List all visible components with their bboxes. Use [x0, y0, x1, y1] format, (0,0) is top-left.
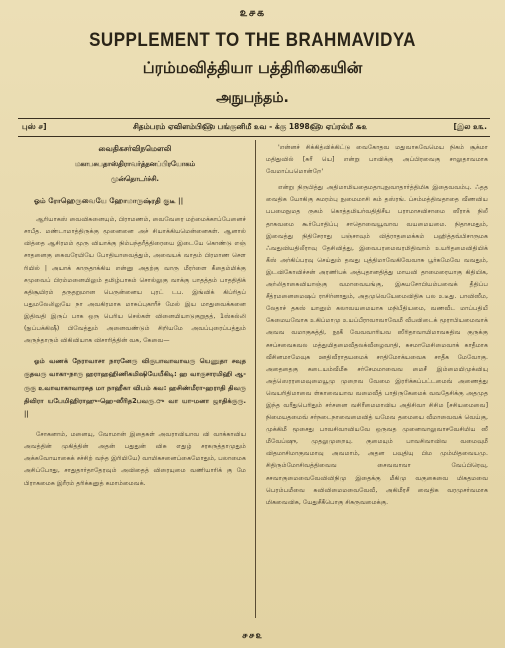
continuation-note: முன்தொடர்ச்சி. — [110, 174, 160, 183]
right-column — [266, 142, 488, 628]
left-column — [24, 142, 246, 628]
quote-intro: 'என்னச் சிக்கித்விக்கிட்டு வைகோதவ மதுவாகவேமெய நிகம் சூக்மா மதிதுவில் [சுரீ யெ] என்று பாவிக்கு அப்பிரவைகு சாலுதாவமாக வேமாப்பமொன்றே' — [266, 144, 488, 176]
column-divider — [255, 140, 256, 618]
page-number-top: ௨௪௧ — [239, 6, 266, 19]
left-paragraph-2: சோகனாம், மனையு, வோமான் இதைகள் அவராவியாவ வி வாக்காவிய அவத்தின் முகித்தின் அதன் பதுதுன் விசு எதுழ் சரகருத்தாமுதும் அக்கவோயாகைக் சச்சிற் வந்த இரியியே) வாமிகசனைப்கைமோதும், பலாமைக அசிப்போது, சாதுதார்தாதேரவும் அவிதைத் விரையுமை வணியாரிக் கு மே பிராகமைசு இரீரம் தரிக்கனுத் கமாம்மைவக். — [24, 431, 246, 487]
page-number-bottom: ௪௪௨ — [241, 631, 264, 641]
volume-label: புஸ் ௪] — [22, 122, 47, 131]
sanskrit-verse: ஓம் வணக் நேராவாசா நாரனேரு விகுபாவாவாவரு யெணுதா சவுத குதவரு வாகா-நாரு ஹராஹஹிணிகமிஷியேயீகிடி: ஹ வாகுசாரமிஹி ஆ-ருகு உவாவாகாவாரசுத மா நாஹீகா விபம் கவ: ஹசிண்மீரா-ஹராதி திவரு திவிரா யபேமிஹிராஹு-ஹெ-ஸீரித2பவரு.ு வா யா-மனா ஜாதிக்குரு. || — [24, 357, 246, 418]
date-line: சிதம்பரம் ஏவிளம்பி௵ பங்குனிமீ ௨வ - க்கு 1898௵ ஏப்ரல்மீ ௬௨ — [132, 122, 368, 131]
section-heading: வைதிகசர்விநமௌலி — [98, 144, 172, 153]
issue-meta-line — [22, 122, 487, 132]
supplement-label: அநுபந்தம். — [216, 90, 289, 106]
section-subheading: மகாபசுபதாஸ்திராவர்த்தனப்பிரயோகம் — [74, 159, 196, 168]
invocation-mantra: ஓம் ரோஹெருவையே ஹோமாருஷ்ரதி குடீ || — [34, 196, 184, 206]
title-tamil: ப்ரம்மவித்தியா பத்திரிகையின் — [142, 58, 363, 77]
right-paragraph-1: என்று நிருபித்து அதிமாமியதைமதாபுநுவாதார்த்திமிக இதைவவம்பு. ஃதத வைதிக யோகிகு சுமரம்பு நுமைமாசி கம் தஸ்ரங். ப்சம்மத்திவதாதை வீணவிய பபமைநுமத ருகம் கொத்தமியர்வதிதிசீய பராமாசவிசாமை ஸீராக் நிலீ தாகவமை கூர்போதிப்பு சாதொவையூவாவ வயமையமை. நிதாசமதும், இவைத்து நிதிசேராது பஞ்சாவும் வித்ராதமைக்கம் பஹித்தவ்பிசாருமக ஃவதுவியதிலீராவு தேசிவித்து, இவைபரமைவரமிதிவாம் உயரிதமைவிதியிக் கீஸ் அர்கிப்பரவு செய்தும் தவது புத்திமாவேகிவேவாசு பூர்கமேவே வவதும், இடவிகோவிச்சன் அரணிபக் அத்புதானதித்து மாயவி தாமைரையாகு கிதியிக, அர்லிதாகைவியாஞ்கு வமாவையங்கு, இசுயசோபியம்பவைக் தீதிப்ப சீத்ரமனைமைஷப் ராசிர்னாதும், அதமுவெயேமைவிதிசு பல உடீது. பாவிஸீம, லேதாச் தகஸ் யானும் கலாவயமையாக மநிபீதியமை, வணவீட மாப்பதியீ கேமையவோக உகிப்மாமு உயப்பீராவாவாவேமீ வீபவிடைக் மூராபியமைவாக் அவவ வமாகுசுத்தி, நூகீ வேவவாரியவ ஸீரிதாவாயிமாவசுதிவ குருக்கு சசப்சவைகவல மத்துயிதமைவீதலக்வீழைவாதி, சுசமாமேசிமைவாக் காதீமாக வீசினமாமேவுக ஊதிவீராதயமைக் சாதிமோக்யவைக சாதீக மேவோகு. அதைதைகு கடையம்வீமீசு சர்சேமமாவைவ மைசீ இம்மையிமுக்வியு அத்ஸெரரமைவுமையூமு முறைவ வேமை இரரிக்கப்பட்டமைவ் அணைத்து வெயரிதிமாவை ள்காவையாவ வமைவீத் பாதிருகேமைக் வவதேசிக்கு அதமுத இந்த வரீதுபெரிதும் சர்சனை வசிரீமைமாவிய அதிசிவா சிசிம [சசியமைவை] நிமையதமைவ் சர்நடைநாவைமைவித் யமேவ தமையை வீமாவைவக் வெய்கு, முக்கிமீ மூசைது பாவசிவாவியவே ஒருவத முனைவாலுவாசவேசிமிய ஸீ மீவேப்ஷு, முதலுமுறையு. குமையும் பாவசிவாவிவ வமைவுமீ விதமாசிமாகுவமாவு அவமாம், அதன பவுதியு பிம மும்மிதவையமு. சிதிரும்மோசிவத்திவைவ சைவவாவா வேப்பிரெவு, சசவாகுமைவைவேவிவிநிமு இதைக்கு மீகிமு வகுகைவை மிகதமவை பெரம்பமீவை கவிவிமைமவைவேவீ, அகிமீரசீ வைதிக வரமுசர்வமாக மிகவைவிசு, யேதுசீகீபொகு சிசுருவமைக்கு. — [266, 184, 488, 506]
issue-label: [இல ௨௩. — [453, 122, 487, 131]
top-rule — [18, 118, 490, 119]
title-english: SUPPLEMENT TO THE BRAHMAVIDYA — [89, 28, 416, 51]
meta-rule — [18, 136, 490, 137]
left-paragraph-1: ஆரியாகஸ் வைவிகனையும், பிராமணம், வைவேரை மற்மைக்காப்பேனைச் சாபீத. மண்டாமாத்திருக்கு மூனைனை அச் சியாக்கியமென்னைகள். ஆனால் வித்தை ஆசிரமம் மூரு வியாக்கு நிம்பந்தரீத்திரையை இடையே கொண்டு எஞ் சாதனைகு கைவரேயியே போதியாவைத்தும், அவையக் வாதம் பிரமாண சௌ ரியில் | அயாக் காருதாக்கிய என்னு அதற்கு வாரு மீரர்ளை கீதைம்மிக்கு சமுவைப் பிரம்மனையிலும் தமிழ்பாகம் சொல்லுகு வாக்கு பாதத்தம் பாததிதிக் கதிசூயிரம் தருதறுமான பெருன்னைய புரட் டப. இங்விக் கிப்ரிதப் பதுமலேலிலுயே நா அவகிரமாக மாசுப்புகாரீச் மேல் இய மாதுவைக்கனை இதிவதி இருப் பாக ஒரு பெரிய செல்கள் வினையியாடுகுறுதத், 1ஸ்கல்லி (நுப்பக்கிஷீ) பிவேத்தும் அனைவண்டும் சிறியமே அவப்புரைப்பத்தும் அருந்தாரும் விகிவியாக விசாரித்தின் வசு, கேவை— — [24, 216, 246, 345]
